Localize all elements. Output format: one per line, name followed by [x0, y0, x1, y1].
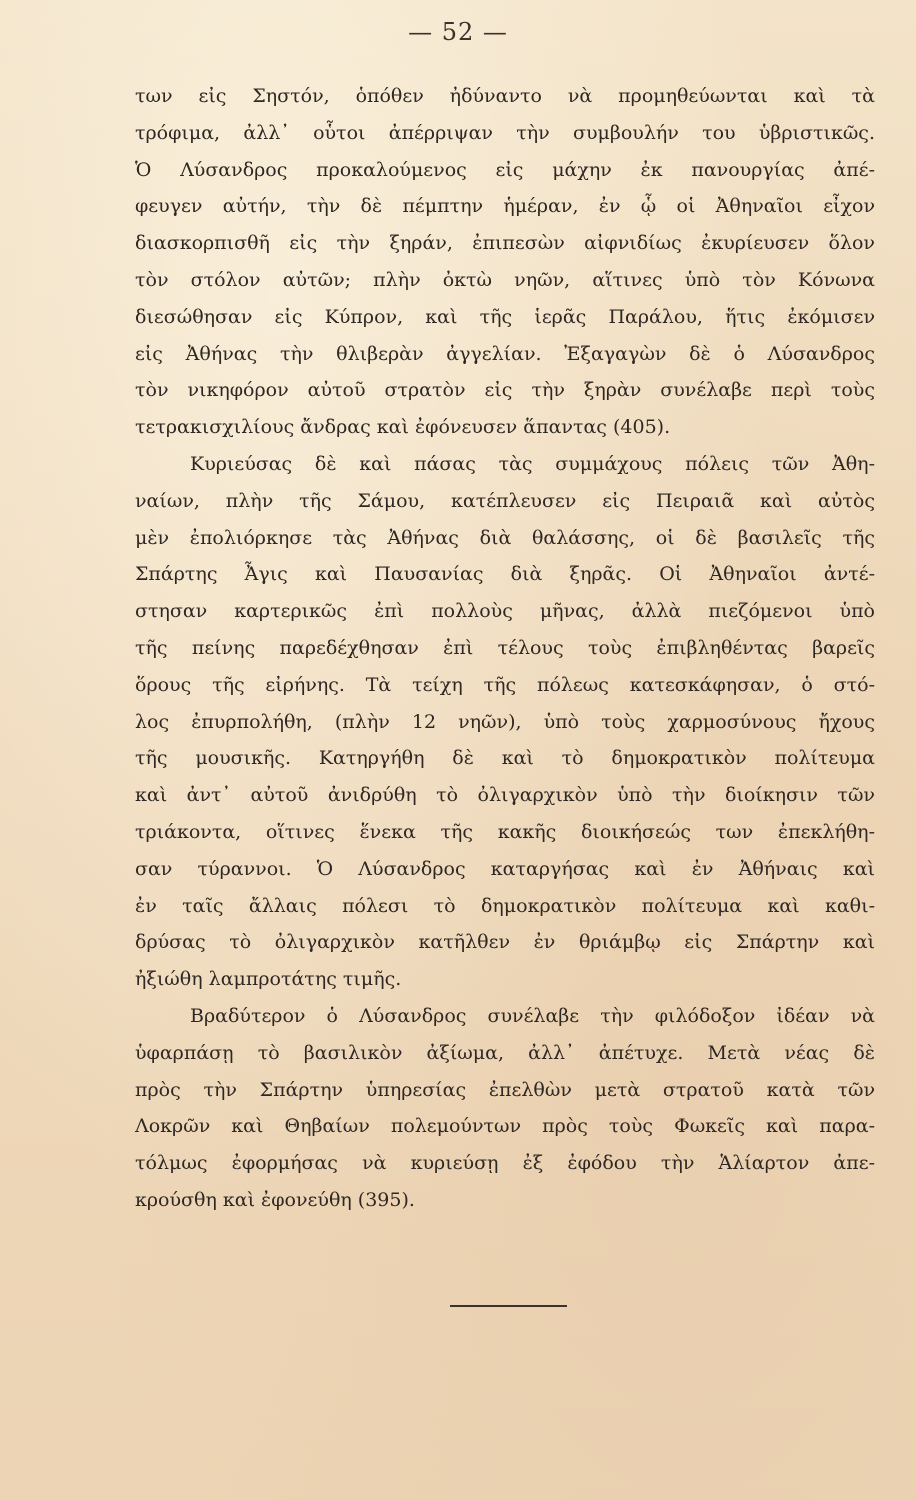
text-line: πρὸς τὴν Σπάρτην ὑπηρεσίας ἐπελθὼν μετὰ στρατοῦ κατὰ τῶν	[135, 1078, 875, 1101]
text-line: Λοκρῶν καὶ Θηβαίων πολεμούντων πρὸς τοὺς Φωκεῖς καὶ παρα-	[135, 1115, 875, 1138]
text-line: τὸν στόλον αὐτῶν; πλὴν ὀκτὼ νηῶν, αἵτινες ὑπὸ τὸν Κόνωνα	[135, 268, 875, 291]
text-line: τετρακισχιλίους ἄνδρας καὶ ἐφόνευσεν ἅπαντας (405).	[135, 416, 671, 439]
text-line: ναίων, πλὴν τῆς Σάμου, κατέπλευσεν εἰς Πειραιᾶ καὶ αὐτὸς	[135, 489, 875, 512]
text-line: λος ἐπυρπολήθη, (πλὴν 12 νηῶν), ὑπὸ τοὺς χαρμοσύνους ἤχους	[135, 710, 875, 733]
text-line: κρούσθη καὶ ἐφονεύθη (395).	[135, 1188, 415, 1211]
text-line: ὑφαρπάσῃ τὸ βασιλικὸν ἀξίωμα, ἀλλ᾽ ἀπέτυχε. Μετὰ νέας δὲ	[135, 1041, 875, 1064]
end-rule	[450, 1305, 567, 1307]
text-line: τὸν νικηφόρον αὐτοῦ στρατὸν εἰς τὴν ξηρὰν συνέλαβε περὶ τοὺς	[135, 379, 875, 402]
text-line: Κυριεύσας δὲ καὶ πάσας τὰς συμμάχους πόλεις τῶν Ἀθη-	[190, 452, 875, 475]
page-number: — 52 —	[408, 18, 508, 46]
text-line: διασκορπισθῆ εἰς τὴν ξηράν, ἐπιπεσὼν αἰφνιδίως ἐκυρίευσεν ὅλον	[135, 232, 875, 255]
text-line: δρύσας τὸ ὀλιγαρχικὸν κατῆλθεν ἐν θριάμβῳ εἰς Σπάρτην καὶ	[135, 931, 875, 954]
text-line: τόλμως ἐφορμήσας νὰ κυριεύσῃ ἐξ ἐφόδου τὴν Ἁλίαρτον ἀπε-	[135, 1152, 875, 1175]
text-line: στησαν καρτερικῶς ἐπὶ πολλοὺς μῆνας, ἀλλὰ πιεζόμενοι ὑπὸ	[135, 600, 875, 623]
text-line: τῆς μουσικῆς. Κατηργήθη δὲ καὶ τὸ δημοκρατικὸν πολίτευμα	[135, 747, 875, 770]
text-line: τῆς πείνης παρεδέχθησαν ἐπὶ τέλους τοὺς ἐπιβληθέντας βαρεῖς	[135, 636, 875, 659]
text-line: καὶ ἀντ᾽ αὐτοῦ ἀνιδρύθη τὸ ὀλιγαρχικὸν ὑπὸ τὴν διοίκησιν τῶν	[135, 784, 875, 807]
text-line: τριάκοντα, οἵτινες ἕνεκα τῆς κακῆς διοικήσεώς των ἐπεκλήθη-	[135, 820, 875, 843]
text-line: Βραδύτερον ὁ Λύσανδρος συνέλαβε τὴν φιλόδοξον ἰδέαν νὰ	[190, 1004, 875, 1027]
text-line: φευγεν αὐτήν, τὴν δὲ πέμπτην ἡμέραν, ἐν ᾧ οἱ Ἀθηναῖοι εἶχον	[135, 195, 875, 218]
text-line: σαν τύραννοι. Ὁ Λύσανδρος καταργήσας καὶ ἐν Ἀθήναις καὶ	[135, 857, 875, 880]
text-line: ἐν ταῖς ἄλλαις πόλεσι τὸ δημοκρατικὸν πολίτευμα καὶ καθι-	[135, 894, 875, 917]
text-line: τρόφιμα, ἀλλ᾽ οὗτοι ἀπέρριψαν τὴν συμβουλήν του ὑβριστικῶς.	[135, 121, 875, 144]
text-line: ἠξιώθη λαμπροτάτης τιμῆς.	[135, 968, 402, 991]
text-line: εἰς Ἀθήνας τὴν θλιβερὰν ἀγγελίαν. Ἐξαγαγὼν δὲ ὁ Λύσανδρος	[135, 342, 875, 365]
text-line: Σπάρτης Ἆγις καὶ Παυσανίας διὰ ξηρᾶς. Οἱ Ἀθηναῖοι ἀντέ-	[135, 563, 875, 586]
text-line: μὲν ἐπολιόρκησε τὰς Ἀθήνας διὰ θαλάσσης, οἱ δὲ βασιλεῖς τῆς	[135, 526, 875, 549]
text-line: των εἰς Σηστόν, ὁπόθεν ἠδύναντο νὰ προμηθεύωνται καὶ τὰ	[135, 85, 875, 107]
body-text	[135, 78, 875, 1219]
text-line: ὅρους τῆς εἰρήνης. Τὰ τείχη τῆς πόλεως κατεσκάφησαν, ὁ στό-	[135, 673, 875, 696]
text-line: Ὁ Λύσανδρος προκαλούμενος εἰς μάχην ἐκ πανουργίας ἀπέ-	[135, 158, 875, 181]
text-line: διεσώθησαν εἰς Κύπρον, καὶ τῆς ἱερᾶς Παράλου, ἥτις ἐκόμισεν	[135, 305, 875, 328]
